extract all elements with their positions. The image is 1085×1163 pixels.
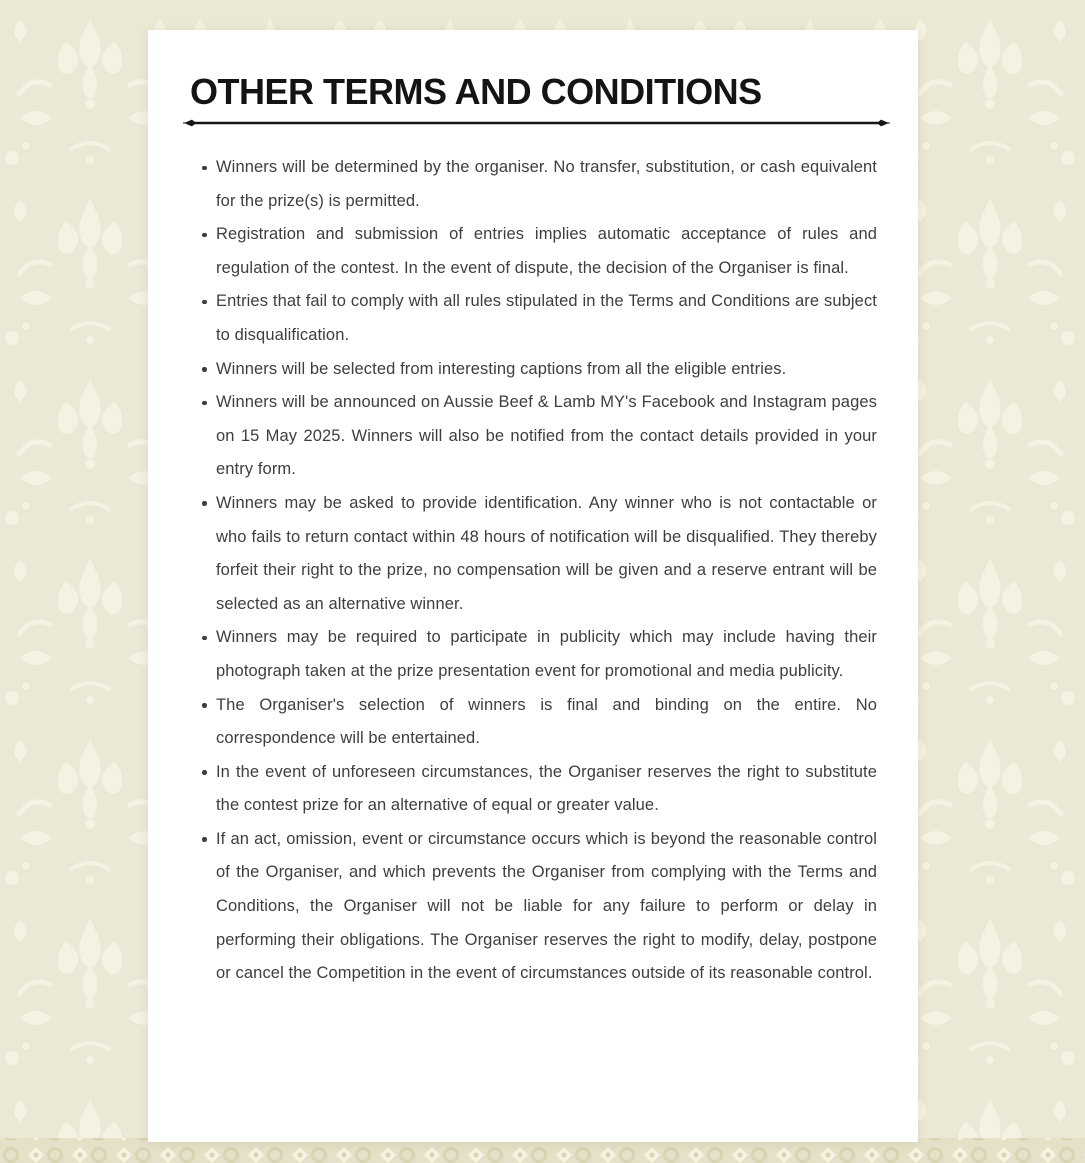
document-card xyxy=(148,30,918,1142)
terms-item: Registration and submission of entries implies automatic acceptance of rules and regulation of the contest. In the event of dispute, the decision of the Organiser is final. xyxy=(216,218,877,285)
terms-item: Entries that fail to comply with all rules stipulated in the Terms and Conditions are subject to disqualification. xyxy=(216,285,877,352)
title-divider-line xyxy=(183,118,890,128)
terms-item: Winners will be determined by the organiser. No transfer, substitution, or cash equivalent for the prize(s) is permitted. xyxy=(216,151,877,218)
page-title: OTHER TERMS AND CONDITIONS xyxy=(190,71,762,112)
terms-item: The Organiser's selection of winners is final and binding on the entire. No correspondence will be entertained. xyxy=(216,689,877,756)
terms-item: Winners may be asked to provide identification. Any winner who is not contactable or who fails to return contact within 48 hours of notification will be disqualified. They thereby forfeit their right to the prize, no compensation will be given and a reserve entrant will be selected as an alternative winner. xyxy=(216,487,877,621)
terms-list xyxy=(216,151,877,991)
terms-item: Winners may be required to participate in publicity which may include having their photograph taken at the prize presentation event for promotional and media publicity. xyxy=(216,621,877,688)
terms-item: Winners will be announced on Aussie Beef & Lamb MY's Facebook and Instagram pages on 15 May 2025. Winners will also be notified from the contact details provided in your entry form. xyxy=(216,386,877,487)
terms-item: If an act, omission, event or circumstance occurs which is beyond the reasonable control of the Organiser, and which prevents the Organiser from complying with the Terms and Conditions, the Organiser will not be liable for any failure to perform or delay in performing their obligations. The Organiser reserves the right to modify, delay, postpone or cancel the Competition in the event of circumstances outside of its reasonable control. xyxy=(216,823,877,991)
terms-item: In the event of unforeseen circumstances, the Organiser reserves the right to substitute the contest prize for an alternative of equal or greater value. xyxy=(216,756,877,823)
terms-item: Winners will be selected from interesting captions from all the eligible entries. xyxy=(216,353,877,387)
